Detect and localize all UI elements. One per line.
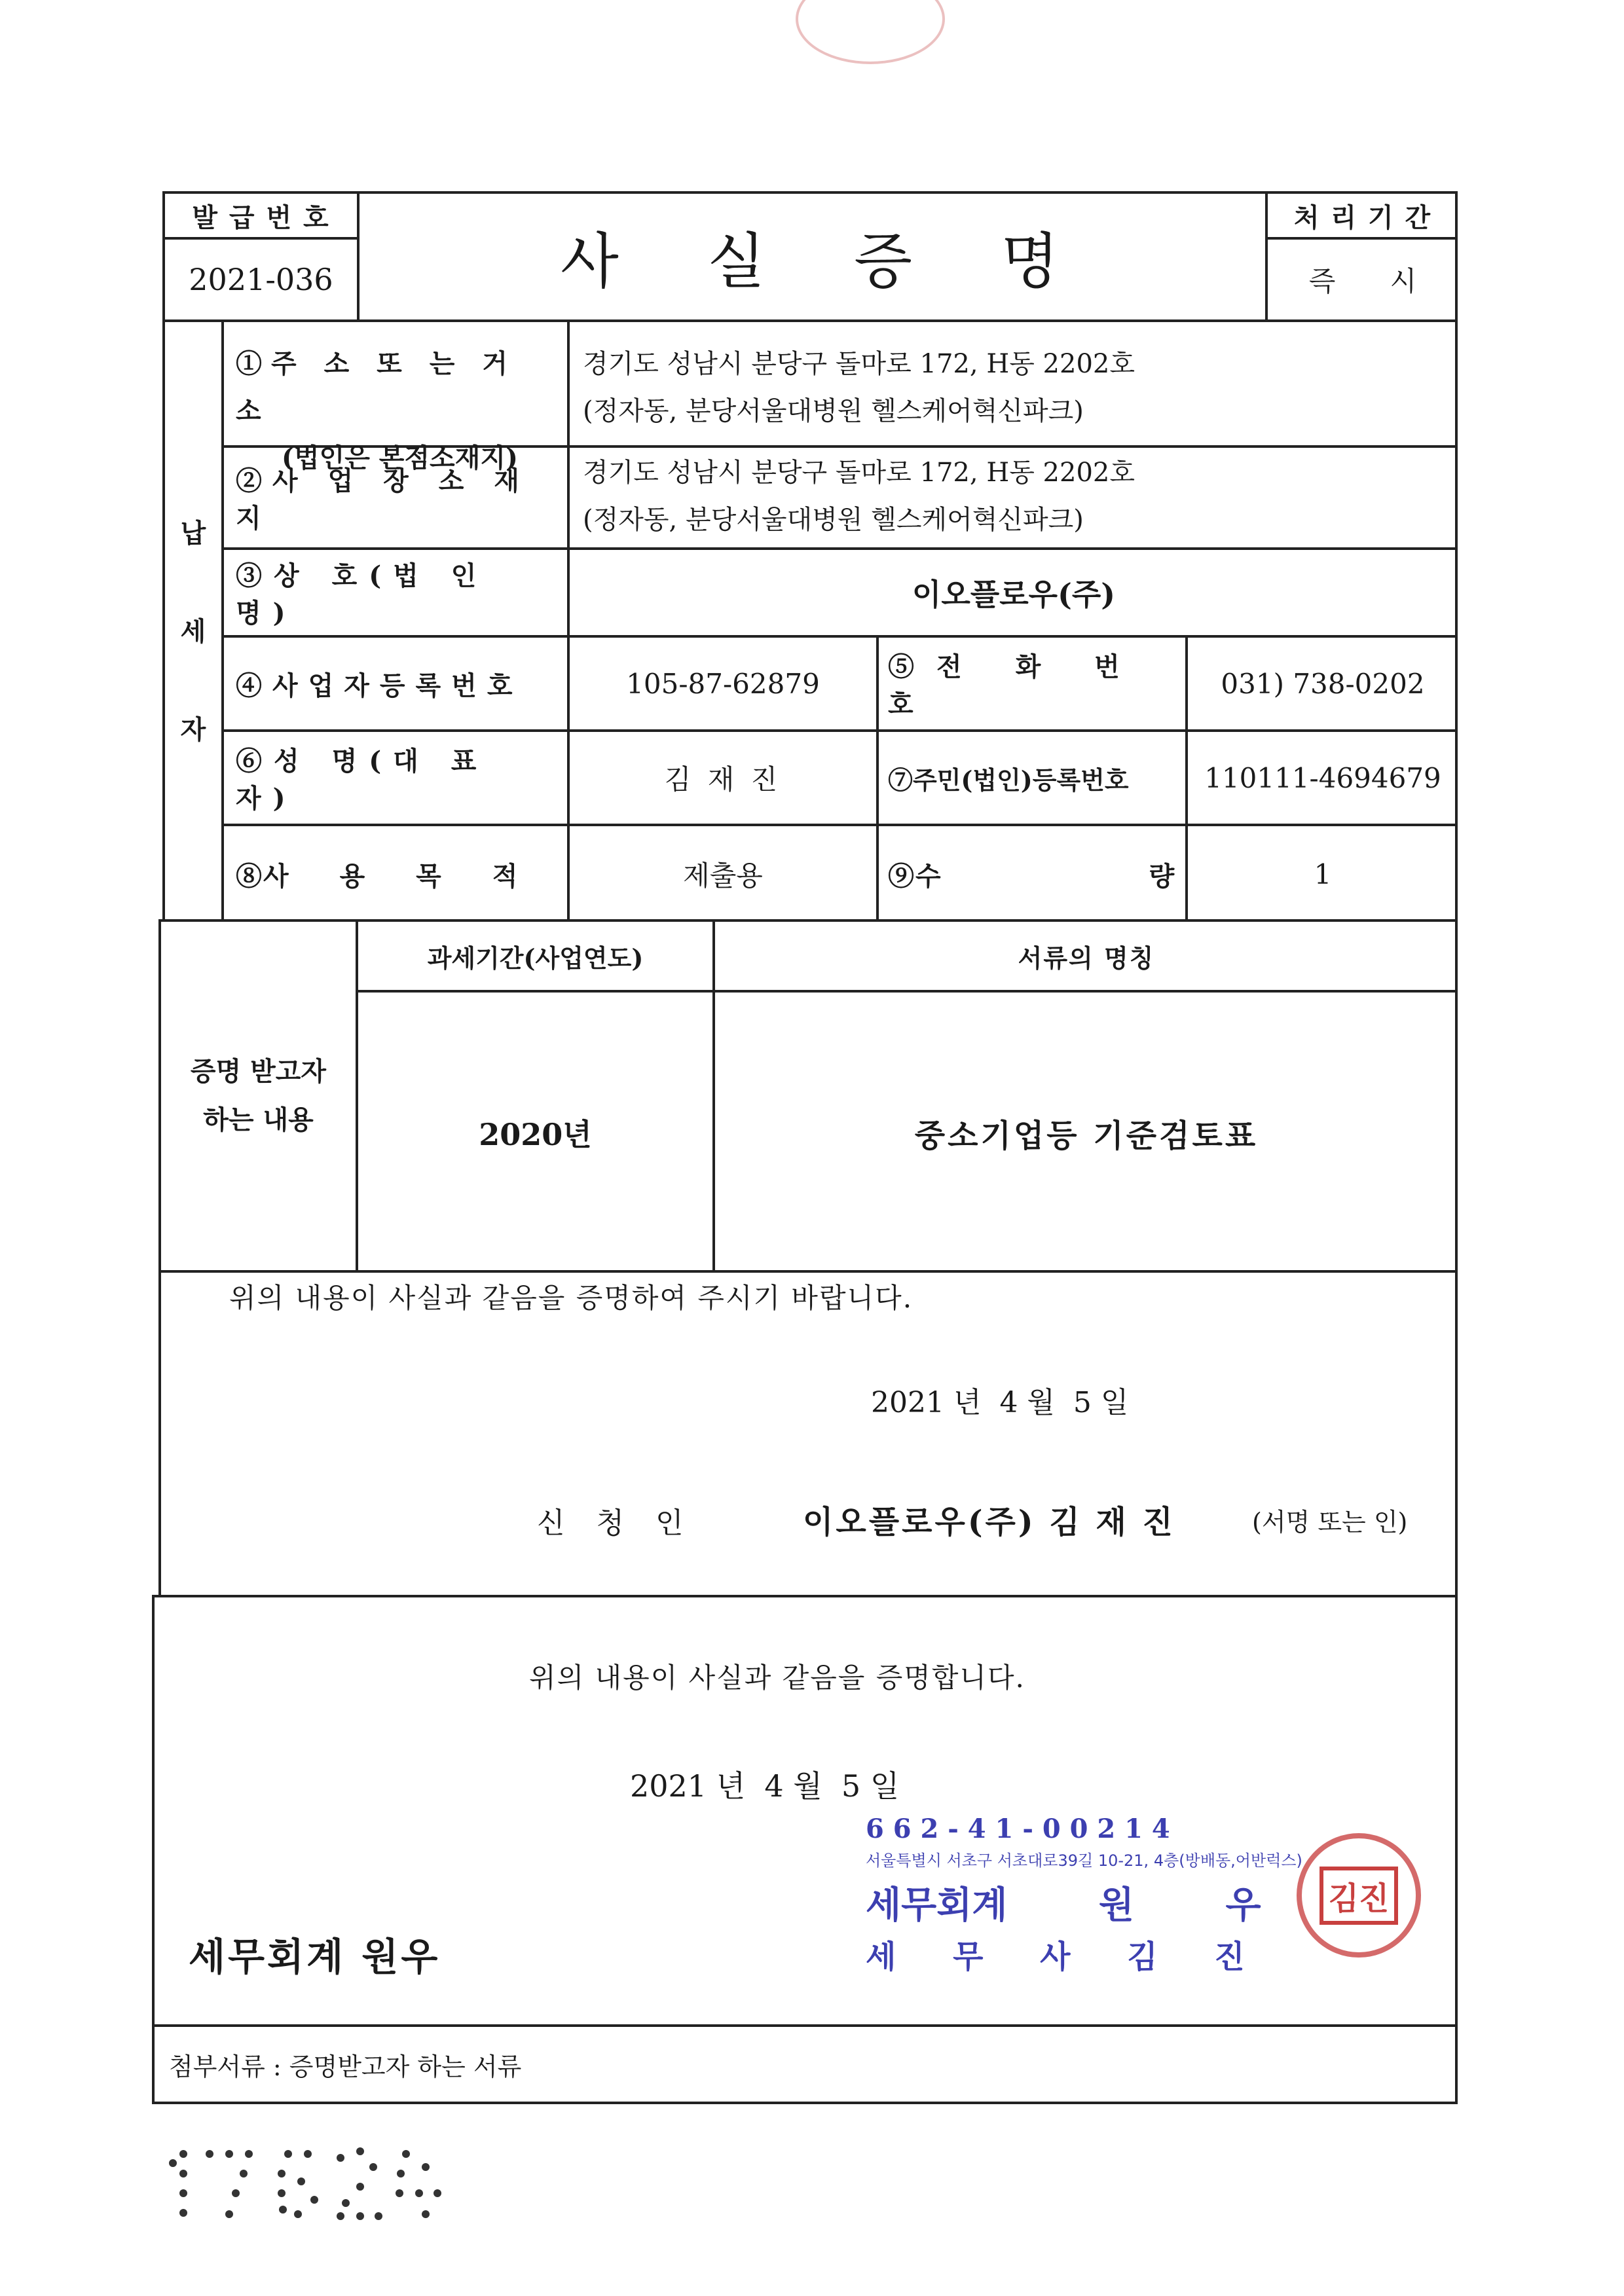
signature-note: (서명 또는 인) [1252, 1508, 1408, 1537]
certification-date: 2021 년 4 월 5 일 [630, 1768, 900, 1804]
purpose-label: ⑧사 용 목 적 [236, 860, 519, 892]
issue-number-label: 발 급 번 호 [192, 202, 330, 233]
side-char: 세 [180, 616, 206, 647]
address-label-line1: ①주 소 또 는 거 소 [236, 348, 517, 426]
seal-text: 김진 [1320, 1867, 1399, 1925]
tax-period-header: 과세기간(사업연도) [427, 943, 644, 973]
address-label-line2: (법인은 본점소재지) [282, 443, 518, 473]
address-line2: (정자동, 분당서울대병원 헬스케어혁신파크) [583, 396, 1084, 426]
stamp-registration-number: 6 6 2 - 4 1 - 0 0 2 1 4 [866, 1813, 1170, 1844]
taxpayer-side-label [165, 484, 221, 779]
business-place-line2: (정자동, 분당서울대병원 헬스케어혁신파크) [583, 505, 1084, 535]
processing-period-value: 즉 시 [1308, 265, 1417, 297]
request-date: 2021 년 4 월 5 일 [871, 1386, 1129, 1419]
phone-label: ⑤전 화 번 호 [888, 651, 1142, 720]
content-side-line1: 증명 받고자 [190, 1056, 327, 1087]
official-seal [1297, 1833, 1421, 1958]
stamp-address: 서울특별시 서초구 서초대로39길 10-21, 4층(방배동,어반럭스) [866, 1851, 1302, 1870]
issuer-name: 세무회계 원우 [189, 1935, 441, 1979]
quantity-value: 1 [1314, 858, 1332, 890]
applicant-label: 신 청 인 [537, 1506, 684, 1540]
processing-period-label: 처 리 기 간 [1293, 202, 1432, 233]
purpose-value: 제출용 [683, 860, 763, 892]
representative-name: 김 재 진 [664, 763, 782, 795]
business-registration-label: ④사업자등록번호 [236, 670, 523, 701]
representative-label: ⑥성 명(대 표 자) [236, 746, 489, 814]
address-value [583, 340, 1447, 435]
document-title: 사 실 증 명 [560, 227, 1065, 297]
issue-number: 2021-036 [189, 262, 333, 297]
stamp-firm-name: 세무회계 원 우 [866, 1884, 1261, 1927]
stamp-accountant-name: 세 무 사 김 진 [866, 1939, 1245, 1975]
business-place-line1: 경기도 성남시 분당구 돌마로 172, H동 2202호 [583, 458, 1135, 488]
business-registration-number: 105-87-62879 [626, 667, 820, 700]
trade-name-label: ③상 호(법 인 명) [236, 560, 489, 629]
request-frame [158, 1270, 1458, 1597]
document-name-header: 서류의 명칭 [1018, 943, 1155, 973]
certification-statement: 위의 내용이 사실과 같음을 증명합니다. [529, 1662, 1025, 1694]
applicant-name: 이오플로우(주) 김 재 진 [803, 1504, 1175, 1540]
content-side-line2: 하는 내용 [203, 1104, 314, 1135]
tax-period-value: 2020년 [479, 1117, 592, 1152]
address-line1: 경기도 성남시 분당구 돌마로 172, H동 2202호 [583, 349, 1135, 379]
top-receipt-stamp [796, 0, 945, 64]
side-char: 납 [180, 518, 206, 549]
business-place-value [583, 449, 1447, 543]
trade-name: 이오플로우(주) [912, 577, 1116, 612]
resident-number-label: ⑦주민(법인)등록번호 [888, 765, 1129, 795]
side-char: 자 [180, 714, 206, 745]
attachment-note: 첨부서류 : 증명받고자 하는 서류 [169, 2052, 522, 2081]
phone-number: 031) 738-0202 [1221, 667, 1425, 700]
resident-number: 110111-4694679 [1204, 761, 1441, 794]
request-statement: 위의 내용이 사실과 같음을 증명하여 주시기 바랍니다. [229, 1282, 913, 1314]
document-name-value: 중소기업등 기준검토표 [914, 1117, 1259, 1154]
quantity-label: ⑨수 량 [888, 860, 1176, 892]
content-side-label [161, 1048, 356, 1144]
business-place-label: ②사 업 장 소 재 지 [236, 465, 530, 534]
perforation-number [164, 2141, 445, 2239]
